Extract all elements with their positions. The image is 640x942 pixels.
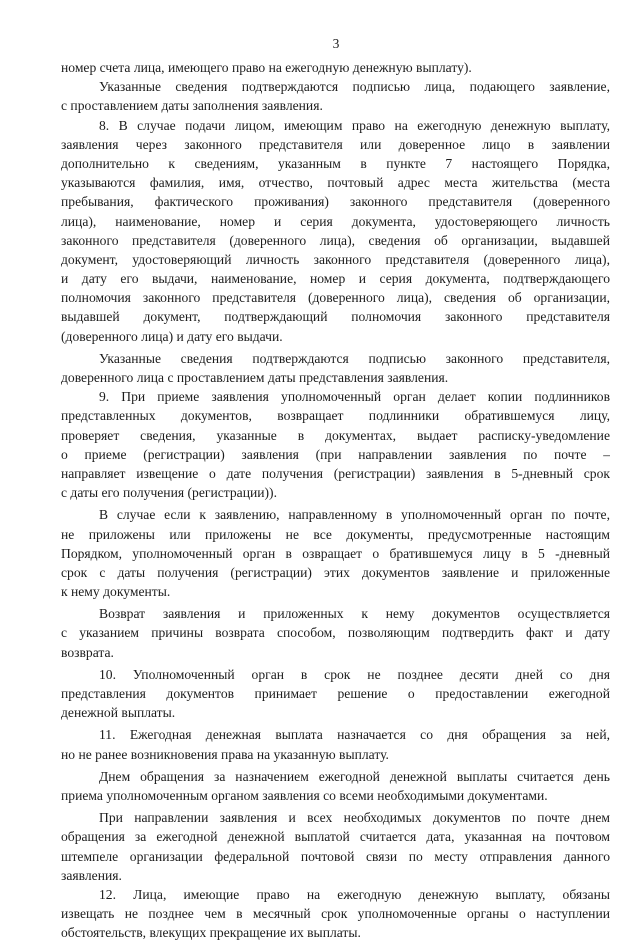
text-line: обращения за ежегодной денежной выплатой считается дата, указанная на почтовом [61,829,610,845]
text-line: 12. Лица, имеющие право на ежегодную денежную выплату, обязаны [99,886,610,902]
text-line: Указанные сведения подтверждаются подписью лица, подающего заявление, [99,79,610,95]
text-line: заявления через законного представителя или доверенное лицо в заявлении [61,136,610,152]
text-line: возврата. [61,644,114,660]
text-line: с указанием причины возврата способом, позволяющим подтвердить факт и дату [61,625,610,641]
text-line: лица), наименование, номер и серия документа, удостоверяющего личность [61,213,610,229]
text-line: с даты его получения (регистрации)). [61,485,277,501]
text-line: Порядком, уполномоченный орган в озвращает о братившемуся лицу в 5 -дневный [61,545,610,561]
text-line: (доверенного лица) и дату его выдачи. [61,328,283,344]
text-line: штемпеле организации федеральной почтовой связи по месту отправления данного [61,848,610,864]
text-line: полномочия законного представителя (доверенного лица), сведения об организации, [61,290,610,306]
text-line: представленных документов, возвращает подлинники обратившемуся лицу, [61,408,610,424]
text-line: Указанные сведения подтверждаются подписью законного представителя, [99,350,610,366]
text-line: номер счета лица, имеющего право на ежегодную денежную выплату). [61,60,472,75]
text-line: Возврат заявления и приложенных к нему документов осуществляется [99,606,610,622]
text-line: В случае если к заявлению, направленному в уполномоченный орган по почте, [99,507,610,523]
text-line: извещать не позднее чем в месячный срок уполномоченные органы о наступлении [61,906,610,922]
text-line: указываются фамилия, имя, отчество, почтовый адрес места жительства (места [61,175,610,191]
text-line: При направлении заявления и всех необходимых документов по почте днем [99,810,610,826]
text-line: представления документов принимает решение о предоставлении ежегодной [61,686,610,701]
text-line: документ, удостоверяющий личность законного представителя (доверенного лица), [61,251,610,267]
text-line: 8. В случае подачи лицом, имеющим право на ежегодную денежную выплату, [99,117,610,133]
text-line: Днем обращения за назначением ежегодной денежной выплаты считается день [99,768,610,784]
text-line: с проставлением даты заполнения заявления. [61,98,323,114]
text-line: дополнительно к сведениям, указанным в пункте 7 настоящего Порядка, [61,155,610,171]
text-line: заявления. [61,867,122,883]
text-line: пребывания, фактического проживания) законного представителя (доверенного [61,194,610,210]
text-line: обстоятельств, влекущих прекращение их выплаты. [61,925,361,941]
text-line: и дату его выдачи, наименование, номер и серия документа, подтверждающего [61,271,610,287]
text-line: направляет извещение о дате получения (регистрации) заявления в 5-дневный срок [61,465,610,481]
text-line: проверяет сведения, указанные в документах, выдает расписку-уведомление [61,427,610,443]
text-line: к нему документы. [61,584,171,600]
page-number: 3 [332,36,340,51]
text-line: срок с даты получения (регистрации) этих документов заявление и приложенные [61,564,610,580]
text-line: законного представителя (доверенного лица), сведения об организации, выдавшей [61,232,610,248]
text-line: не приложены или приложены не все документы, предусмотренные настоящим [61,526,610,542]
text-line: приема уполномоченным органом заявления со всеми необходимыми документами. [61,787,548,803]
text-line: доверенного лица с проставлением даты представления заявления. [61,370,449,385]
text-line: о приеме (регистрации) заявления (при направлении заявления по почте – [61,446,610,462]
document-body [61,58,610,942]
text-line: но не ранее возникновения права на указанную выплату. [61,746,389,762]
text-line: 9. При приеме заявления уполномоченный орган делает копии подлинников [99,389,610,405]
text-line: 10. Уполномоченный орган в срок не позднее десяти дней со дня [99,666,610,682]
text-line: денежной выплаты. [61,705,176,721]
text-line: выдавшей документ, подтверждающий полномочия законного представителя [61,309,610,325]
text-line: 11. Ежегодная денежная выплата назначается со дня обращения за ней, [99,727,610,743]
